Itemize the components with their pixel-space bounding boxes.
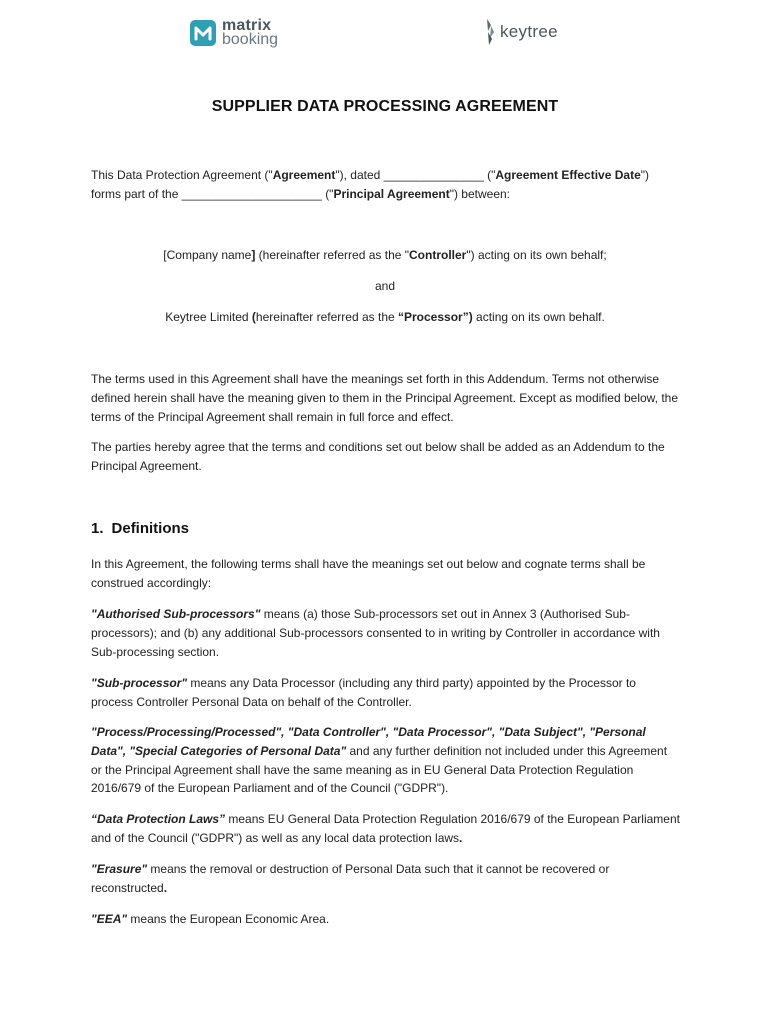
definition-term: “Data Protection Laws” bbox=[91, 812, 226, 826]
matrix-logo-line1: matrix bbox=[222, 17, 272, 34]
controller-line bbox=[0, 246, 770, 264]
definition-eea bbox=[91, 910, 681, 929]
processor-text-2: hereinafter referred as the bbox=[255, 310, 398, 324]
definition-text: means EU General Data Protection Regulation 2016/679 of the European Parliament and of the Council ("GDPR") as well as any local data protection laws bbox=[91, 812, 680, 845]
definition-authorised-sub-processors bbox=[91, 605, 681, 661]
section-title: Definitions bbox=[111, 520, 190, 537]
processor-paren: ( bbox=[251, 310, 256, 324]
definition-term: "Authorised Sub-processors" bbox=[91, 607, 261, 621]
matrix-booking-logo bbox=[190, 16, 278, 50]
intro-term-principal-agreement: Principal Agreement bbox=[333, 186, 450, 201]
intro-term-agreement: Agreement bbox=[272, 168, 336, 182]
keytree-logo bbox=[484, 16, 558, 48]
section-number: 1. bbox=[91, 520, 104, 537]
controller-bracket: ] bbox=[251, 248, 256, 262]
controller-text-2: (hereinafter referred as the " bbox=[255, 248, 410, 262]
processor-term: “Processor”) bbox=[398, 310, 473, 324]
matrix-logo-line2: booking bbox=[222, 31, 279, 48]
definition-erasure bbox=[91, 860, 681, 898]
definitions-intro: In this Agreement, the following terms shall have the meanings set out below and cognate terms shall be construed accordingly: bbox=[91, 557, 646, 590]
keytree-leaf-icon bbox=[484, 17, 498, 47]
intro-term-effective-date: Agreement Effective Date bbox=[495, 168, 641, 182]
section-heading-definitions bbox=[91, 520, 189, 537]
controller-text-3: ") acting on its own behalf; bbox=[466, 248, 607, 262]
definition-data-protection-laws bbox=[91, 810, 681, 848]
terms-paragraph: The terms used in this Agreement shall have the meanings set forth in this Addendum. Terms not otherwise defined herein shall have the meaning given to them in the Principal Agreement. Except as modified below, the terms of the Principal Agreement shall remain in full force and effect. bbox=[91, 372, 679, 424]
controller-term: Controller bbox=[409, 248, 467, 262]
document-title: SUPPLIER DATA PROCESSING AGREEMENT bbox=[211, 98, 559, 115]
definition-processing-terms bbox=[91, 723, 681, 798]
definition-sub-processor bbox=[91, 674, 681, 712]
parties-agree-paragraph: The parties hereby agree that the terms and conditions set out below shall be added as an Addendum to the Principal Agreement. bbox=[91, 440, 665, 473]
intro-text-4: ") between: bbox=[449, 186, 511, 201]
processor-text-3: acting on its own behalf. bbox=[472, 310, 605, 324]
and-line: and bbox=[374, 279, 396, 293]
intro-text-1: This Data Protection Agreement (" bbox=[91, 168, 273, 182]
matrix-m-icon bbox=[190, 20, 216, 46]
definition-term: "Process/Processing/Processed", "Data Controller", "Data Processor", "Data Subject", "Personal Data", "Special Categories of Personal Data" bbox=[91, 725, 646, 758]
processor-line bbox=[0, 308, 770, 326]
keytree-logo-text: keytree bbox=[500, 22, 558, 41]
controller-text-1: [Company name bbox=[163, 248, 252, 262]
definition-text: means the European Economic Area. bbox=[127, 912, 330, 926]
definition-text: means the removal or destruction of Personal Data such that it cannot be recovered or reconstructed bbox=[91, 862, 610, 895]
definition-text: means any Data Processor (including any third party) appointed by the Processor to process Controller Personal Data on behalf of the Controller. bbox=[91, 676, 636, 709]
processor-text-1: Keytree Limited bbox=[165, 310, 252, 324]
definition-end-period: . bbox=[459, 830, 463, 845]
definition-end-period: . bbox=[163, 880, 168, 895]
definition-text: means (a) those Sub-processors set out in Annex 3 (Authorised Sub-processors); and (b) any additional Sub-processors consented to in writing by Controller in accordance with Sub-processing section. bbox=[91, 607, 660, 659]
definition-term: "EEA" bbox=[91, 912, 128, 926]
intro-paragraph bbox=[91, 166, 681, 204]
definition-term: "Erasure" bbox=[91, 862, 148, 876]
intro-text-2: "), dated _______________ (" bbox=[335, 168, 496, 182]
intro-text-3: ") forms part of the _____________________ (" bbox=[91, 168, 650, 201]
definition-term: "Sub-processor" bbox=[91, 676, 188, 690]
definition-text: and any further definition not included under this Agreement or the Principal Agreement shall have the same meaning as in EU General Data Protection Regulation 2016/679 of the European Parliament and of the Council ("GDPR"). bbox=[91, 743, 668, 796]
